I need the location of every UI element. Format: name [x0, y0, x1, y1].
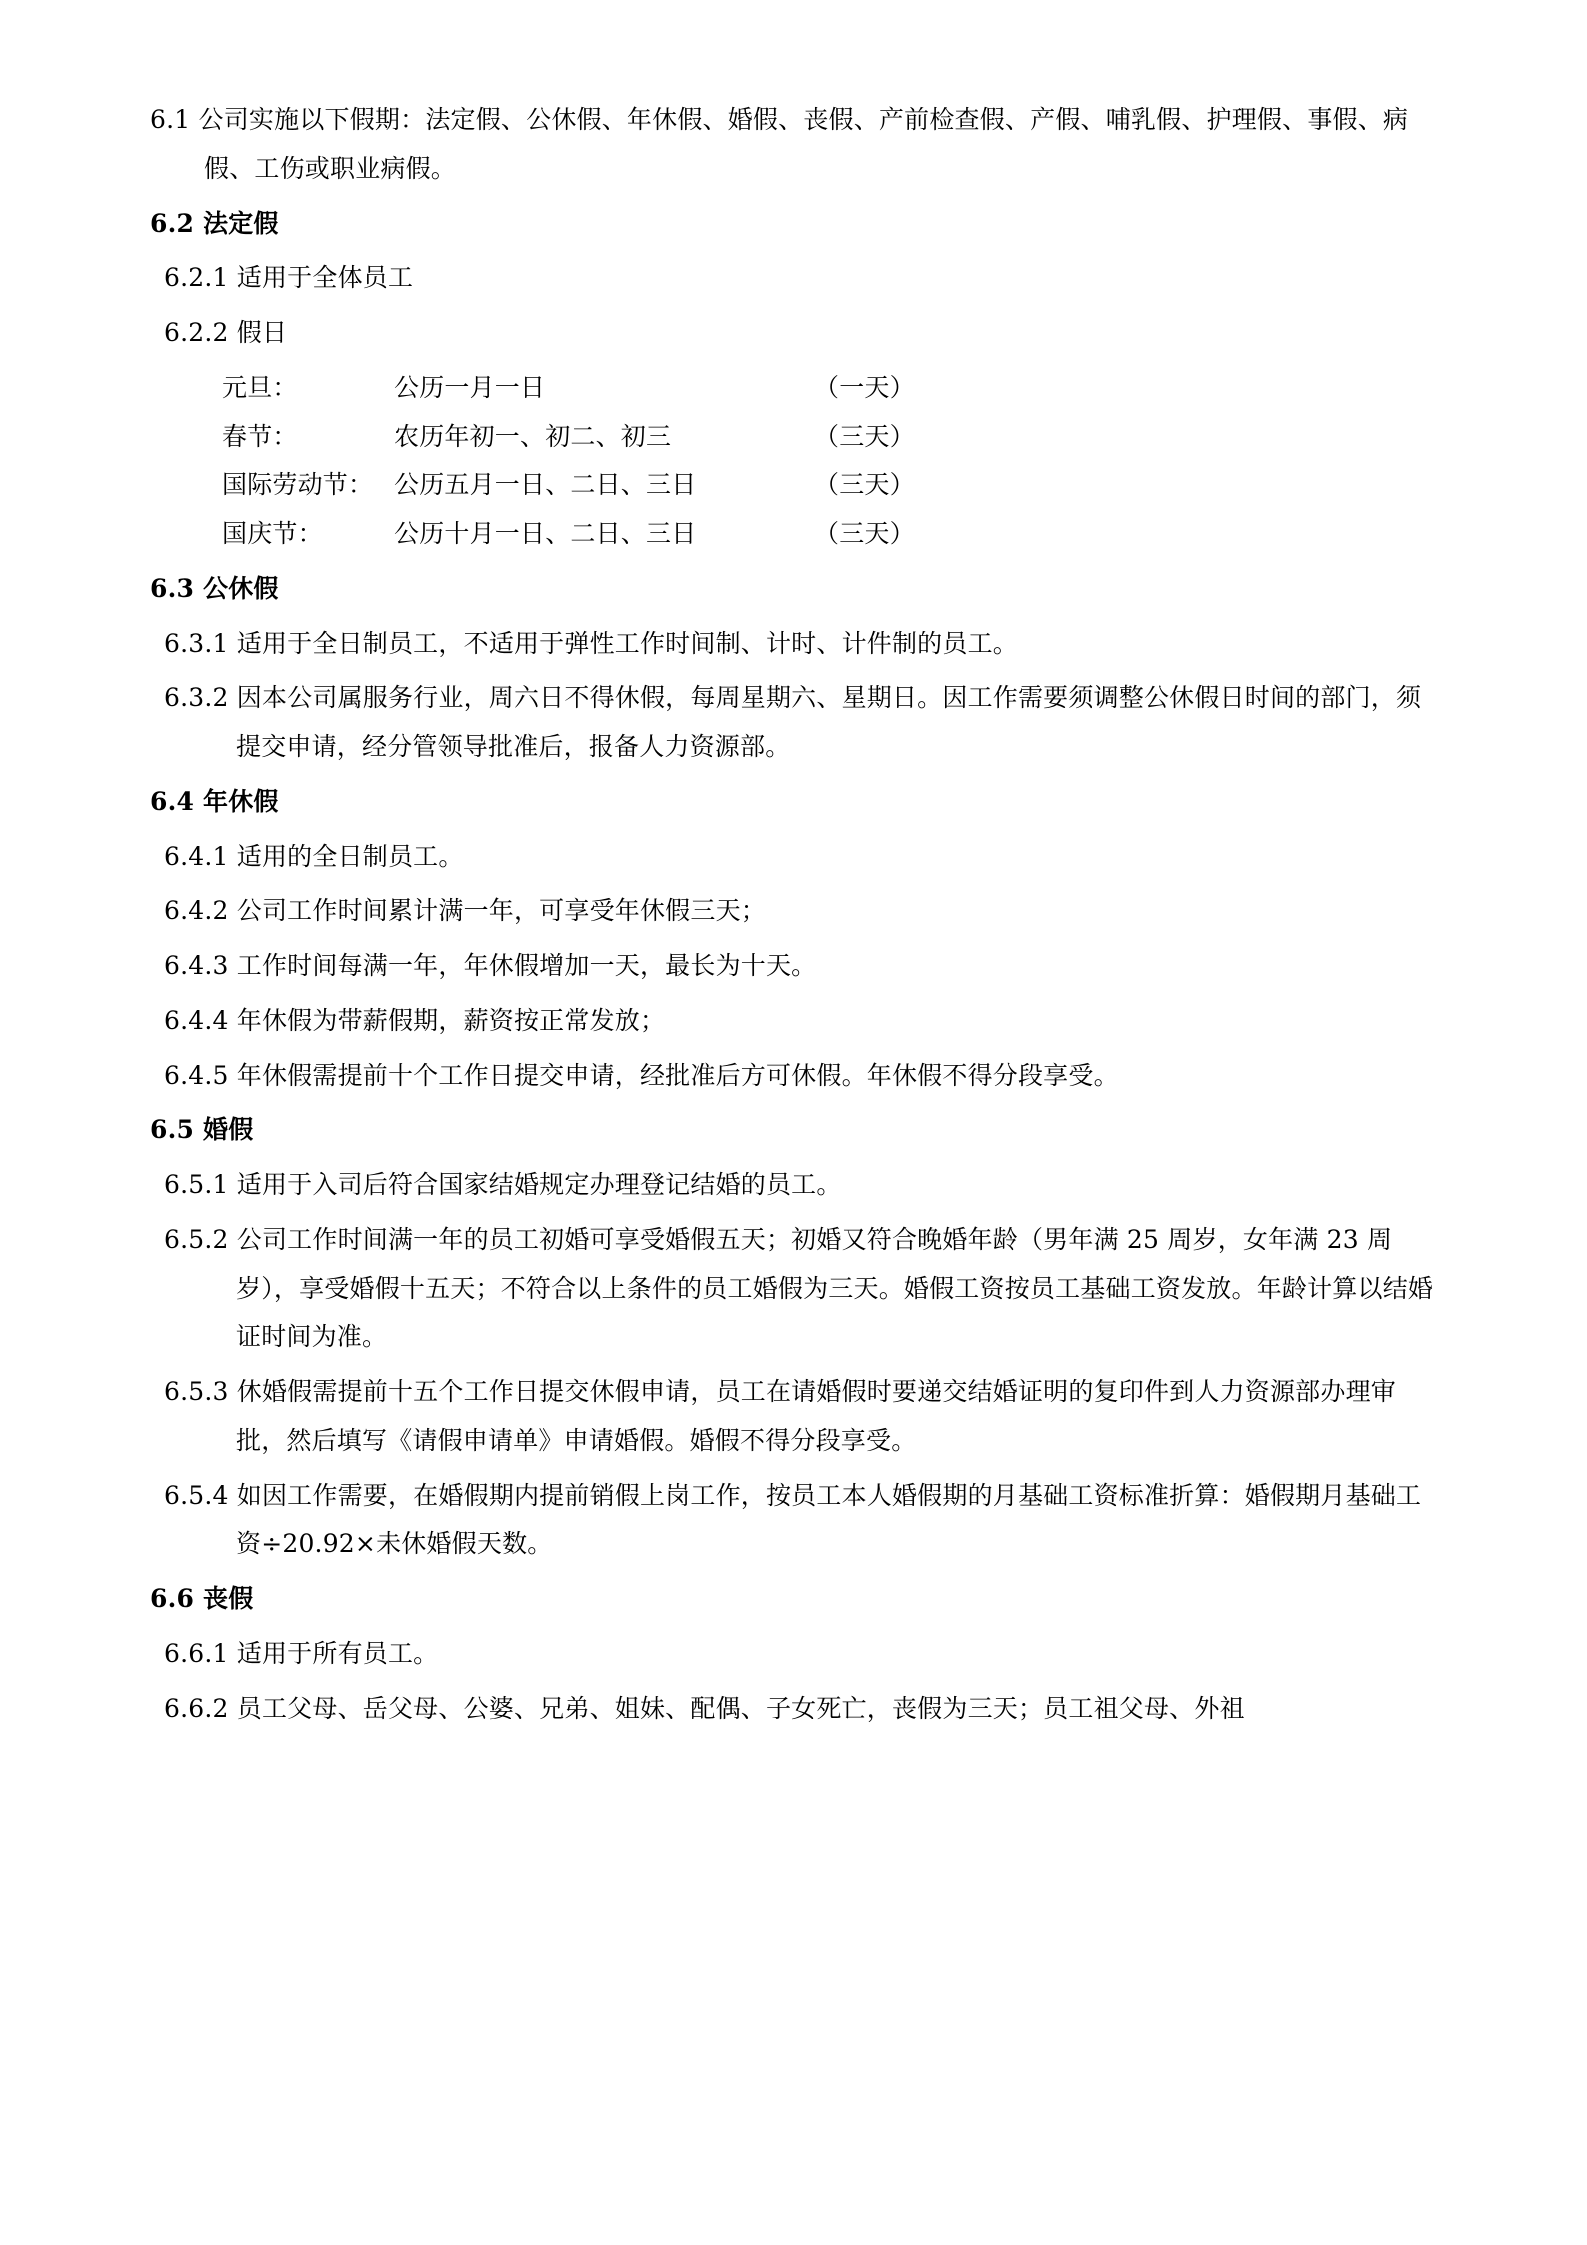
holiday-name: 元旦：	[222, 372, 298, 402]
holiday-date: 农历年初一、初二、初三	[394, 421, 672, 451]
clause-number: 6.5.1	[164, 1170, 229, 1199]
holiday-name: 国际劳动节：	[222, 470, 374, 500]
clause-6-6-2	[150, 1685, 1437, 1734]
clause-text: 员工父母、岳父母、公婆、兄弟、姐妹、配偶、子女死亡，丧假为三天；员工祖父母、外祖	[236, 1693, 1245, 1723]
clause-number: 6.3.1	[164, 628, 229, 658]
clause-6-5-4	[150, 1472, 1437, 1570]
clause-6-6-1	[150, 1630, 1437, 1679]
clause-number: 6.1	[150, 105, 191, 134]
clause-number: 6.5.3	[164, 1377, 229, 1406]
heading-text: 公休假	[203, 573, 279, 603]
holiday-days: （三天）	[814, 470, 915, 500]
heading-6-5	[150, 1106, 1437, 1155]
heading-number: 6.4	[150, 786, 195, 816]
heading-text: 丧假	[203, 1584, 254, 1613]
clause-text: 适用的全日制员工。	[236, 841, 464, 871]
clause-number: 6.5.2	[164, 1224, 229, 1254]
clause-6-4-4	[150, 997, 1437, 1046]
clause-6-4-2	[150, 887, 1437, 936]
clause-number: 6.2.1	[164, 263, 229, 293]
heading-number: 6.5	[150, 1115, 195, 1145]
holiday-name: 国庆节：	[222, 519, 323, 548]
document-body	[150, 96, 1437, 1733]
clause-number: 6.2.2	[164, 318, 229, 347]
heading-number: 6.3	[150, 573, 195, 603]
clause-6-1	[150, 96, 1437, 194]
clause-text: 因本公司属服务行业，周六日不得休假，每周星期六、星期日。因工作需要须调整公休假日时间的部门，须提交申请，经分管领导批准后，报备人力资源部。	[236, 683, 1422, 761]
clause-number: 6.6.2	[164, 1693, 229, 1723]
holiday-row	[222, 510, 1437, 559]
clause-6-2-2	[150, 309, 1437, 358]
heading-6-2	[150, 200, 1437, 249]
heading-text: 年休假	[203, 786, 279, 816]
clause-text: 适用于所有员工。	[236, 1638, 439, 1668]
clause-6-2-1	[150, 254, 1437, 303]
clause-number: 6.6.1	[164, 1638, 229, 1668]
clause-text: 适用于入司后符合国家结婚规定办理登记结婚的员工。	[236, 1170, 842, 1199]
holiday-date: 公历一月一日	[394, 372, 546, 402]
clause-text: 假日	[236, 318, 288, 347]
holiday-row	[222, 364, 1437, 413]
clause-number: 6.4.5	[164, 1060, 229, 1090]
clause-6-4-3	[150, 942, 1437, 991]
clause-number: 6.3.2	[164, 683, 229, 713]
clause-6-3-2	[150, 674, 1437, 772]
clause-text: 年休假为带薪假期，薪资按正常发放；	[236, 1005, 666, 1035]
heading-text: 婚假	[203, 1115, 254, 1145]
clause-number: 6.4.3	[164, 951, 229, 980]
holiday-table	[150, 364, 1437, 559]
holiday-date: 公历五月一日、二日、三日	[394, 470, 697, 500]
clause-6-5-1	[150, 1161, 1437, 1210]
clause-text: 年休假需提前十个工作日提交申请，经批准后方可休假。年休假不得分段享受。	[236, 1060, 1119, 1090]
clause-6-3-1	[150, 620, 1437, 669]
holiday-days: （一天）	[814, 372, 915, 402]
clause-text: 公司工作时间累计满一年，可享受年休假三天；	[236, 896, 766, 926]
heading-6-6	[150, 1575, 1437, 1624]
holiday-date: 公历十月一日、二日、三日	[394, 519, 697, 548]
heading-text: 法定假	[203, 208, 279, 238]
clause-6-5-2	[150, 1216, 1437, 1362]
clause-number: 6.4.2	[164, 896, 229, 926]
clause-number: 6.4.4	[164, 1005, 229, 1035]
clause-text: 适用于全体员工	[236, 263, 414, 293]
clause-text: 如因工作需要，在婚假期内提前销假上岗工作，按员工本人婚假期的月基础工资标准折算：婚假期月基础工资÷20.92×未休婚假天数。	[236, 1480, 1422, 1559]
heading-number: 6.2	[150, 208, 195, 238]
clause-text: 适用于全日制员工，不适用于弹性工作时间制、计时、计件制的员工。	[236, 628, 1018, 658]
holiday-name: 春节：	[222, 421, 298, 451]
clause-text: 工作时间每满一年，年休假增加一天，最长为十天。	[236, 951, 817, 980]
holiday-row	[222, 413, 1437, 462]
clause-text: 公司实施以下假期：法定假、公休假、年休假、婚假、丧假、产前检查假、产假、哺乳假、护理假、事假、病假、工伤或职业病假。	[198, 105, 1409, 183]
clause-6-5-3	[150, 1368, 1437, 1466]
heading-6-3	[150, 565, 1437, 614]
heading-6-4	[150, 778, 1437, 827]
clause-6-4-5	[150, 1052, 1437, 1101]
clause-number: 6.4.1	[164, 841, 229, 871]
holiday-row	[222, 461, 1437, 510]
clause-6-4-1	[150, 833, 1437, 882]
heading-number: 6.6	[150, 1584, 195, 1613]
clause-number: 6.5.4	[164, 1480, 229, 1510]
holiday-days: （三天）	[814, 519, 915, 548]
clause-text: 休婚假需提前十五个工作日提交休假申请，员工在请婚假时要递交结婚证明的复印件到人力资源部办理审批，然后填写《请假申请单》申请婚假。婚假不得分段享受。	[236, 1377, 1396, 1455]
clause-text: 公司工作时间满一年的员工初婚可享受婚假五天；初婚又符合晚婚年龄（男年满 25 周岁，女年满 23 周岁），享受婚假十五天；不符合以上条件的员工婚假为三天。婚假工资按员工基础工资发放。年龄计算以结婚证时间为准。	[236, 1224, 1434, 1352]
holiday-days: （三天）	[814, 421, 915, 451]
